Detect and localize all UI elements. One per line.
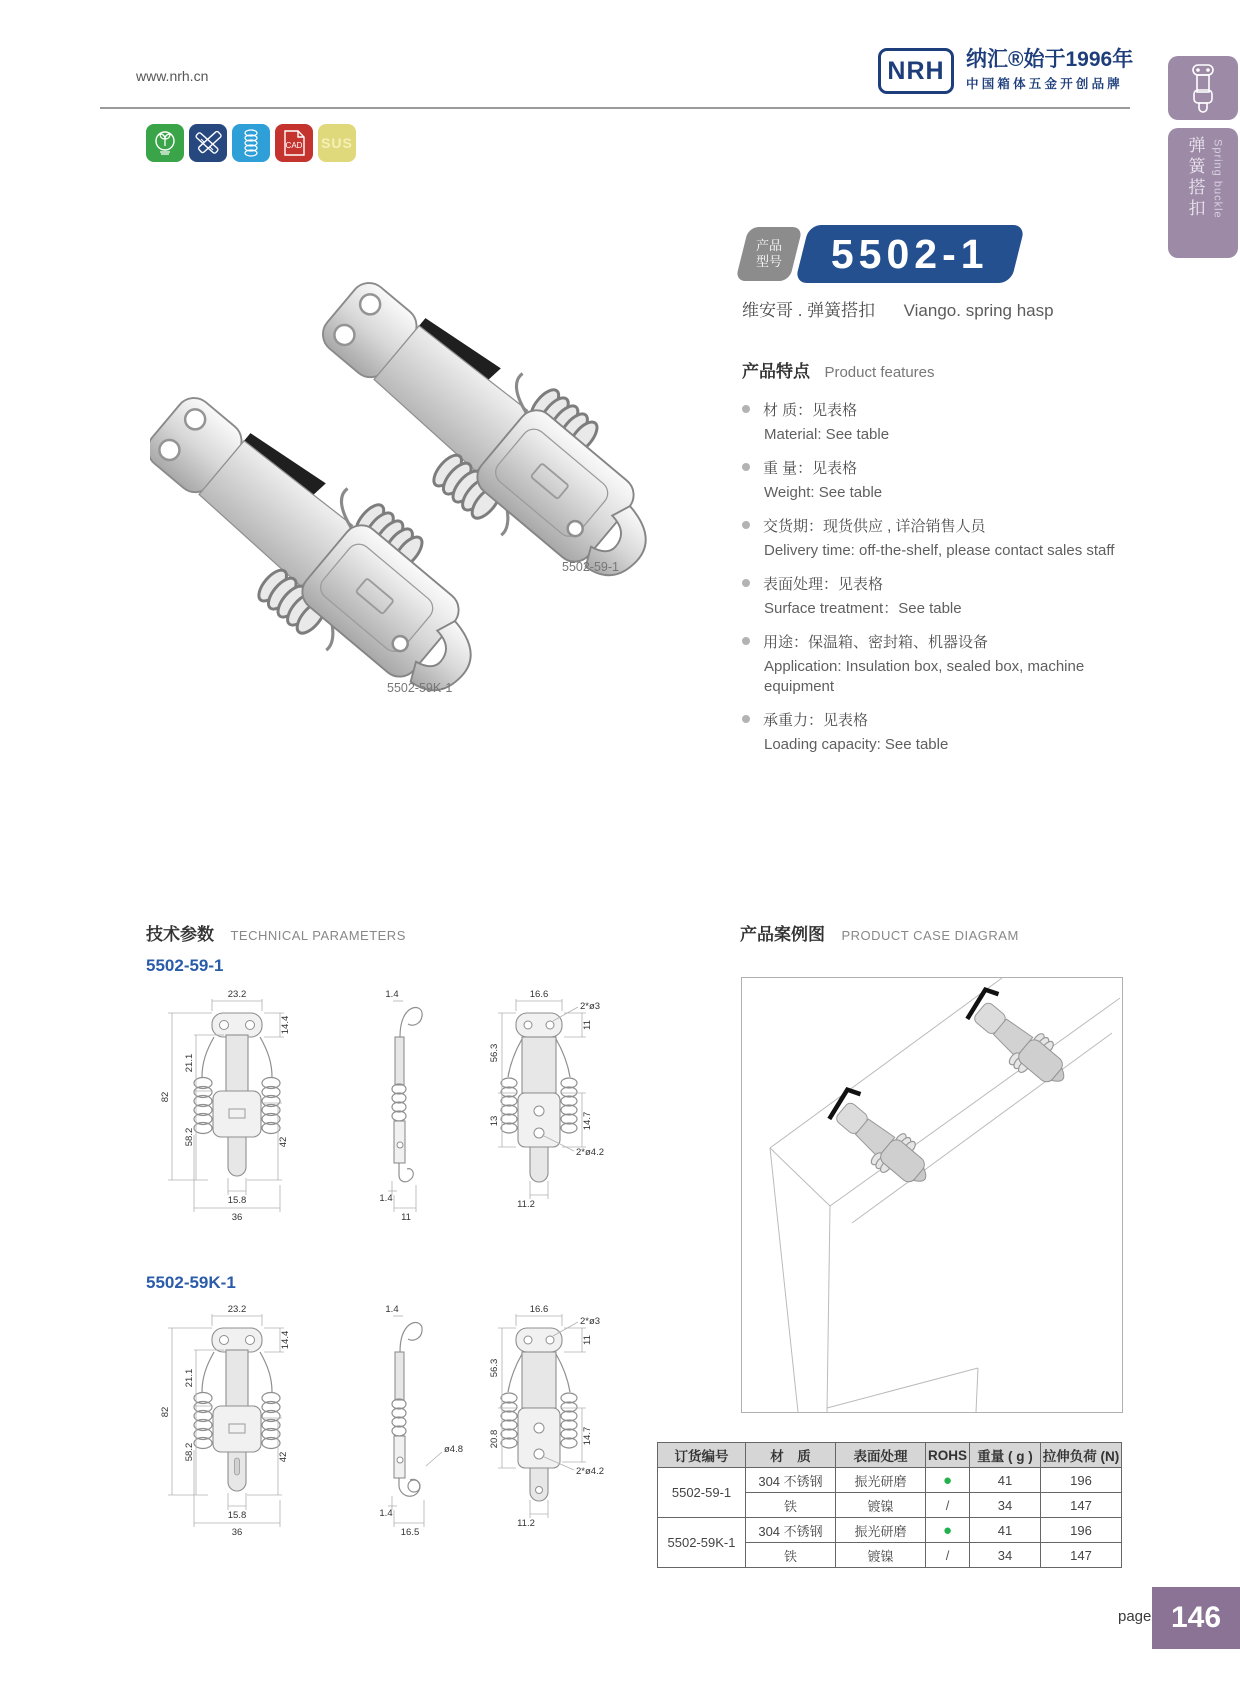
load-cell: 147 <box>1041 1543 1122 1568</box>
material-cell: 304 不锈钢 <box>746 1468 836 1493</box>
weight-cell: 34 <box>970 1493 1041 1518</box>
tech-title-cn: 技术参数 <box>146 925 214 944</box>
model-banner <box>795 225 1025 283</box>
feature-item: 材 质：见表格 Material: See table <box>742 400 1162 445</box>
svg-text:21.1: 21.1 <box>184 1053 195 1073</box>
nrh-logo <box>878 48 954 94</box>
svg-text:56.3: 56.3 <box>489 1043 500 1063</box>
cad-icon <box>275 124 313 162</box>
weight-cell: 41 <box>970 1468 1041 1493</box>
svg-text:14.4: 14.4 <box>280 1015 291 1035</box>
svg-text:15.8: 15.8 <box>227 1510 247 1521</box>
table-row <box>658 1518 1122 1543</box>
spec-table <box>657 1442 1122 1568</box>
material-cell: 304 不锈钢 <box>746 1518 836 1543</box>
category-label-cn: 弹簧搭扣 <box>1185 136 1205 220</box>
case-title-en: PRODUCT CASE DIAGRAM <box>841 928 1019 943</box>
design-tools-icon <box>189 124 227 162</box>
tech-section-header <box>146 920 406 945</box>
product-name <box>742 296 1162 321</box>
weight-cell: 41 <box>970 1518 1041 1543</box>
load-cell: 196 <box>1041 1468 1122 1493</box>
svg-text:58.2: 58.2 <box>184 1442 195 1462</box>
feature-item: 交货期：现货供应 , 详洽销售人员 Delivery time: off-the-shelf, please contact sales staff <box>742 516 1162 561</box>
case-hasp-1 <box>821 1086 940 1196</box>
latch-icon <box>1186 62 1220 114</box>
bullet-icon <box>742 405 750 413</box>
svg-text:CAD: CAD <box>285 141 303 150</box>
surface-cell: 镀镍 <box>836 1543 926 1568</box>
svg-text:14.7: 14.7 <box>582 1426 593 1446</box>
svg-text:2*ø3: 2*ø3 <box>580 1001 601 1012</box>
features-title-cn: 产品特点 <box>742 362 810 381</box>
weight-cell: 34 <box>970 1543 1041 1568</box>
category-label-en: Spring buckle <box>1211 139 1224 219</box>
svg-text:1.4: 1.4 <box>379 1193 393 1204</box>
table-header-row <box>658 1443 1122 1468</box>
page-number-box <box>1152 1587 1240 1649</box>
rohs-cell: ● <box>926 1518 970 1543</box>
svg-text:13: 13 <box>489 1115 500 1127</box>
svg-text:1.4: 1.4 <box>385 1304 399 1315</box>
sus-icon <box>318 124 356 162</box>
drawing-model-title-2: 5502-59K-1 <box>146 1273 236 1292</box>
brand-logo <box>878 48 1133 94</box>
svg-text:15.8: 15.8 <box>227 1195 247 1206</box>
svg-text:11.2: 11.2 <box>517 1518 535 1529</box>
surface-cell: 镀镍 <box>836 1493 926 1518</box>
svg-text:23.2: 23.2 <box>227 989 247 1000</box>
col-weight: 重量 ( g ) <box>970 1443 1041 1468</box>
svg-text:82: 82 <box>160 1406 171 1418</box>
bullet-icon <box>742 637 750 645</box>
case-section-header <box>740 920 1019 945</box>
model-badge-label: 产品 型号 <box>755 237 782 269</box>
feature-item: 承重力：见表格 Loading capacity: See table <box>742 710 1162 755</box>
photo-label-left: 5502-59K-1 <box>387 681 453 695</box>
feature-item: 表面处理：见表格 Surface treatment：See table <box>742 574 1162 619</box>
svg-text:14.7: 14.7 <box>582 1111 593 1131</box>
sidebar-category-tab[interactable] <box>1168 128 1238 258</box>
svg-text:16.6: 16.6 <box>529 1304 549 1315</box>
svg-text:ø4.8: ø4.8 <box>444 1444 464 1455</box>
model-badge <box>735 227 802 281</box>
feature-item: 用途：保温箱、密封箱、机器设备 Application: Insulation box, sealed box, machine equipment <box>742 632 1162 697</box>
drawing-model-title-1: 5502-59-1 <box>146 956 224 975</box>
svg-text:58.2: 58.2 <box>184 1127 195 1147</box>
svg-text:21.1: 21.1 <box>184 1368 195 1388</box>
technical-drawing-5502-59K-1 <box>150 1300 655 1550</box>
bullet-icon <box>742 715 750 723</box>
case-title-cn: 产品案例图 <box>740 925 825 944</box>
cert-icon-row <box>146 124 356 162</box>
nrh-logo-text: NRH <box>887 56 945 85</box>
sidebar-latch-tab[interactable] <box>1168 56 1238 120</box>
load-cell: 147 <box>1041 1493 1122 1518</box>
bullet-icon <box>742 463 750 471</box>
case-diagram-box <box>741 977 1123 1413</box>
case-diagram <box>742 978 1122 1412</box>
page-label: page <box>1118 1608 1152 1625</box>
surface-cell: 振光研磨 <box>836 1518 926 1543</box>
col-order-no: 订货编号 <box>658 1443 746 1468</box>
order-no-cell: 5502-59K-1 <box>658 1518 746 1568</box>
svg-text:11: 11 <box>582 1020 593 1030</box>
svg-text:1.4: 1.4 <box>385 989 399 1000</box>
svg-text:36: 36 <box>231 1527 243 1538</box>
surface-cell: 振光研磨 <box>836 1468 926 1493</box>
col-material: 材 质 <box>746 1443 836 1468</box>
rohs-cell: / <box>926 1493 970 1518</box>
rohs-cell: ● <box>926 1468 970 1493</box>
svg-text:36: 36 <box>231 1212 243 1223</box>
svg-text:42: 42 <box>278 1136 289 1148</box>
features-title-en: Product features <box>824 364 935 381</box>
features-section <box>742 357 1162 768</box>
eco-icon <box>146 124 184 162</box>
table-row <box>658 1468 1122 1493</box>
brand-slogan: 纳汇®始于1996年 <box>966 48 1134 71</box>
svg-text:56.3: 56.3 <box>489 1358 500 1378</box>
header-divider <box>100 107 1130 109</box>
product-photos <box>150 280 670 710</box>
svg-text:14.4: 14.4 <box>280 1330 291 1350</box>
svg-text:20.8: 20.8 <box>489 1429 500 1449</box>
svg-text:16.5: 16.5 <box>400 1527 420 1538</box>
tech-title-en: TECHNICAL PARAMETERS <box>230 928 406 943</box>
svg-text:11.2: 11.2 <box>517 1199 535 1210</box>
rohs-cell: / <box>926 1543 970 1568</box>
col-surface: 表面处理 <box>836 1443 926 1468</box>
col-rohs: ROHS <box>926 1443 970 1468</box>
svg-text:2*ø4.2: 2*ø4.2 <box>576 1466 604 1477</box>
photo-label-right: 5502-59-1 <box>562 560 619 574</box>
svg-text:1.4: 1.4 <box>379 1508 393 1519</box>
svg-text:82: 82 <box>160 1091 171 1103</box>
svg-text:11: 11 <box>582 1335 593 1345</box>
spring-icon <box>232 124 270 162</box>
order-no-cell: 5502-59-1 <box>658 1468 746 1518</box>
product-name-cn: 维安哥 . 弹簧搭扣 <box>742 301 876 320</box>
sus-label: SUS <box>321 135 353 151</box>
svg-text:23.2: 23.2 <box>227 1304 247 1315</box>
svg-text:42: 42 <box>278 1451 289 1463</box>
technical-drawing-5502-59-1 <box>150 985 655 1230</box>
material-cell: 铁 <box>746 1543 836 1568</box>
col-load: 拉伸负荷 (N) <box>1041 1443 1122 1468</box>
svg-text:2*ø4.2: 2*ø4.2 <box>576 1147 604 1158</box>
load-cell: 196 <box>1041 1518 1122 1543</box>
svg-text:11: 11 <box>401 1212 411 1223</box>
website-url[interactable]: www.nrh.cn <box>136 68 209 84</box>
bullet-icon <box>742 521 750 529</box>
svg-text:16.6: 16.6 <box>529 989 549 1000</box>
brand-subline: 中国箱体五金开创品牌 <box>966 77 1124 92</box>
product-name-en: Viango. spring hasp <box>903 301 1054 320</box>
page-number: 146 <box>1170 1601 1222 1634</box>
material-cell: 铁 <box>746 1493 836 1518</box>
model-number: 5502-1 <box>831 230 989 277</box>
svg-text:2*ø3: 2*ø3 <box>580 1316 601 1327</box>
bullet-icon <box>742 579 750 587</box>
feature-item: 重 量：见表格 Weight: See table <box>742 458 1162 503</box>
